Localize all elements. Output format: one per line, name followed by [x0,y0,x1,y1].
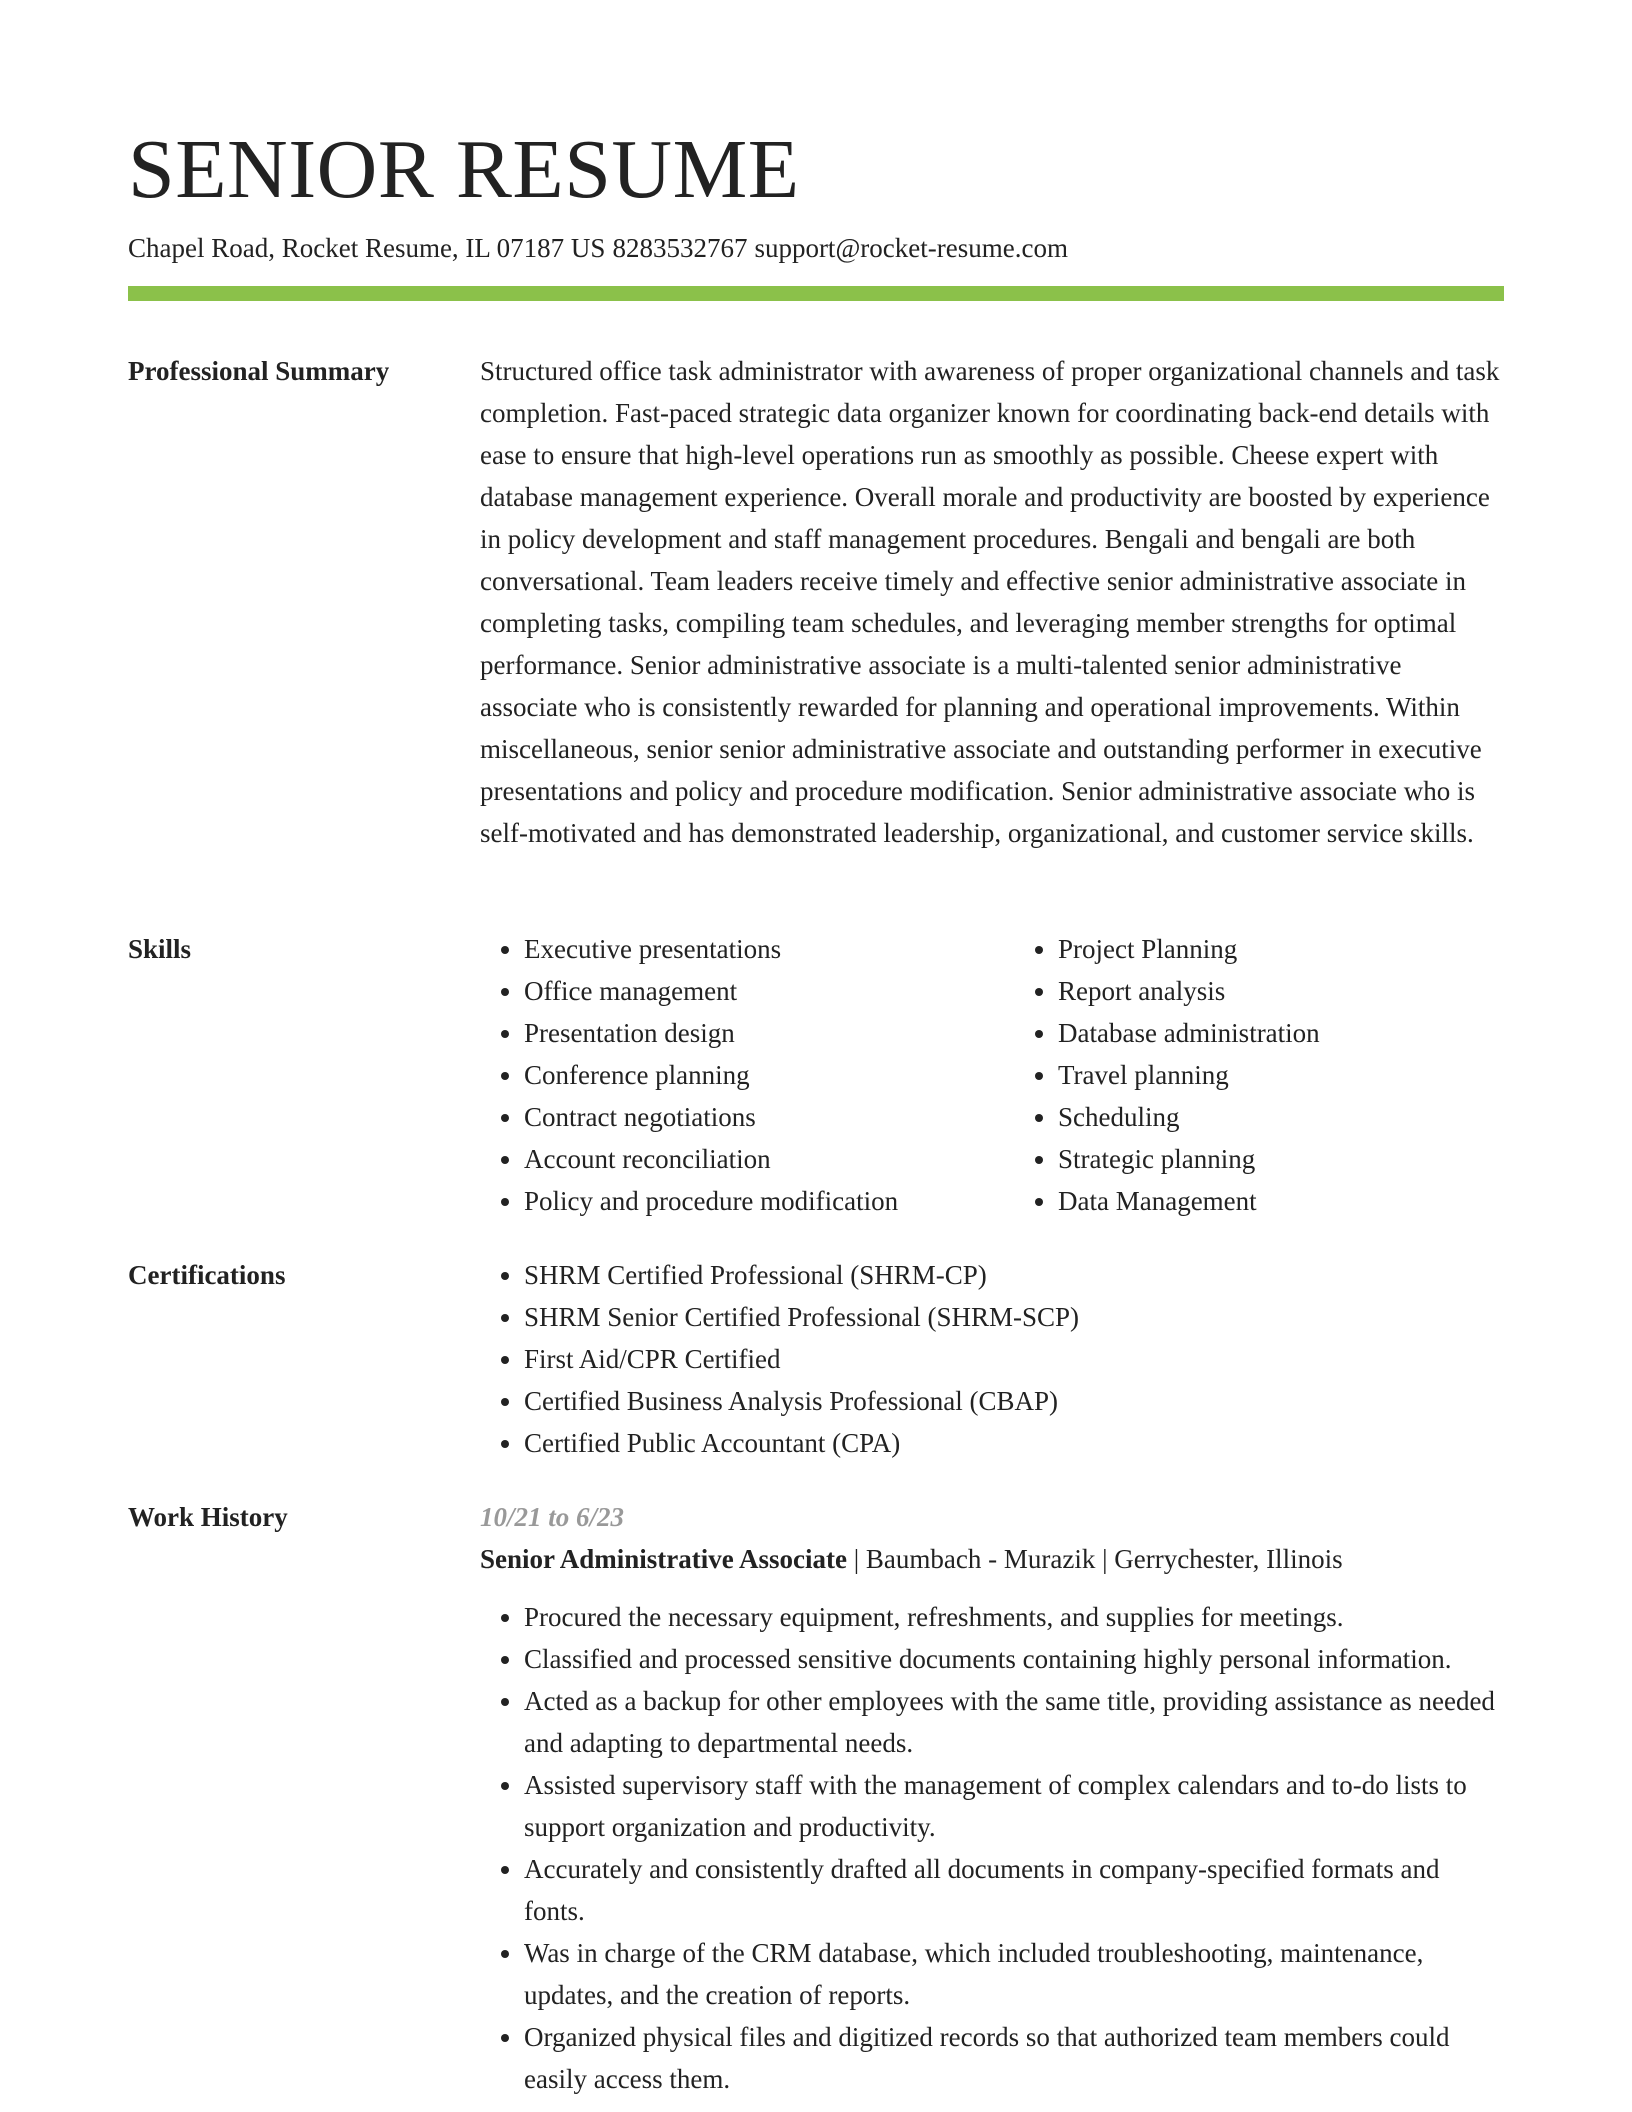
resume-name: SENIOR RESUME [128,123,800,216]
skill-item: • Data Management [1058,1180,1504,1222]
contact-address: Chapel Road, Rocket Resume, IL 07187 US [128,233,606,263]
job-bullet: • Was in charge of the CRM database, which included troubleshooting, maintenance, updates, and the creation of reports. [524,1932,1504,2016]
job-bullet: • Acted as a backup for other employees with the same title, providing assistance as needed and adapting to departmental needs. [524,1680,1504,1764]
skill-item: • Conference planning [524,1054,970,1096]
skill-item: • Office management [524,970,970,1012]
skills-label: Skills [128,934,192,964]
contact-email: support@rocket-resume.com [754,233,1068,263]
skills-content [480,928,1504,1222]
job-separator: | [1102,1544,1108,1574]
skill-item: • Contract negotiations [524,1096,970,1138]
skill-item: • Project Planning [1058,928,1504,970]
job-bullet: • Classified and processed sensitive documents containing highly personal information. [524,1638,1504,1680]
job-location: Gerrychester, Illinois [1114,1544,1343,1574]
job-company: Baumbach - Murazik [865,1544,1096,1574]
skill-item: • Database administration [1058,1012,1504,1054]
job-bullets [480,1596,1504,2100]
skill-item: • Scheduling [1058,1096,1504,1138]
work-history-content [480,1496,1504,2100]
job-bullet: • Assisted supervisory staff with the management of complex calendars and to-do lists to support organization and productivity. [524,1764,1504,1848]
summary-text: Structured office task administrator with awareness of proper organizational channels and task completion. Fast-paced strategic data organizer known for coordinating back-end details with ease to ensure that high-level operations run as smoothly as possible. Cheese expert with database management experience. Overall morale and productivity are boosted by experience in policy development and staff management procedures. Bengali and bengali are both conversational. Team leaders receive timely and effective senior administrative associate in completing tasks, compiling team schedules, and leveraging member strengths for optimal performance. Senior administrative associate is a multi-talented senior administrative associate who is consistently rewarded for planning and operational improvements. Within miscellaneous, senior senior administrative associate and outstanding performer in executive presentations and policy and procedure modification. Senior administrative associate who is self-motivated and has demonstrated leadership, organizational, and customer service skills. [480,356,1500,848]
skill-item: • Account reconciliation [524,1138,970,1180]
certification-item: • SHRM Senior Certified Professional (SHRM-SCP) [524,1296,1504,1338]
job-separator: | [853,1544,860,1574]
certification-item: • First Aid/CPR Certified [524,1338,1504,1380]
skills-column-2 [1014,928,1504,1222]
skill-item: • Travel planning [1058,1054,1504,1096]
job-title: Senior Administrative Associate [480,1544,847,1574]
work-history-label: Work History [128,1502,288,1532]
job-heading [480,1538,1504,1580]
skill-item: • Presentation design [524,1012,970,1054]
certifications-label: Certifications [128,1260,286,1290]
skill-item: • Strategic planning [1058,1138,1504,1180]
certifications-list [480,1254,1504,1464]
summary-content [480,350,1504,854]
skill-item: • Executive presentations [524,928,970,970]
job-bullet: • Organized physical files and digitized records so that authorized team members could easily access them. [524,2016,1504,2100]
contact-line [128,230,1068,266]
certification-item: • SHRM Certified Professional (SHRM-CP) [524,1254,1504,1296]
skill-item: • Policy and procedure modification [524,1180,970,1222]
skills-column-1 [480,928,970,1222]
contact-phone: 8283532767 [612,233,748,263]
job-bullet: • Accurately and consistently drafted all documents in company-specified formats and fonts. [524,1848,1504,1932]
job-bullet: • Procured the necessary equipment, refreshments, and supplies for meetings. [524,1596,1504,1638]
certification-item: • Certified Public Accountant (CPA) [524,1422,1504,1464]
summary-label: Professional Summary [128,356,390,386]
certifications-content [480,1254,1504,1464]
job-dates: 10/21 to 6/23 [480,1502,625,1532]
header-divider [128,286,1504,301]
skill-item: • Report analysis [1058,970,1504,1012]
certification-item: • Certified Business Analysis Professional (CBAP) [524,1380,1504,1422]
